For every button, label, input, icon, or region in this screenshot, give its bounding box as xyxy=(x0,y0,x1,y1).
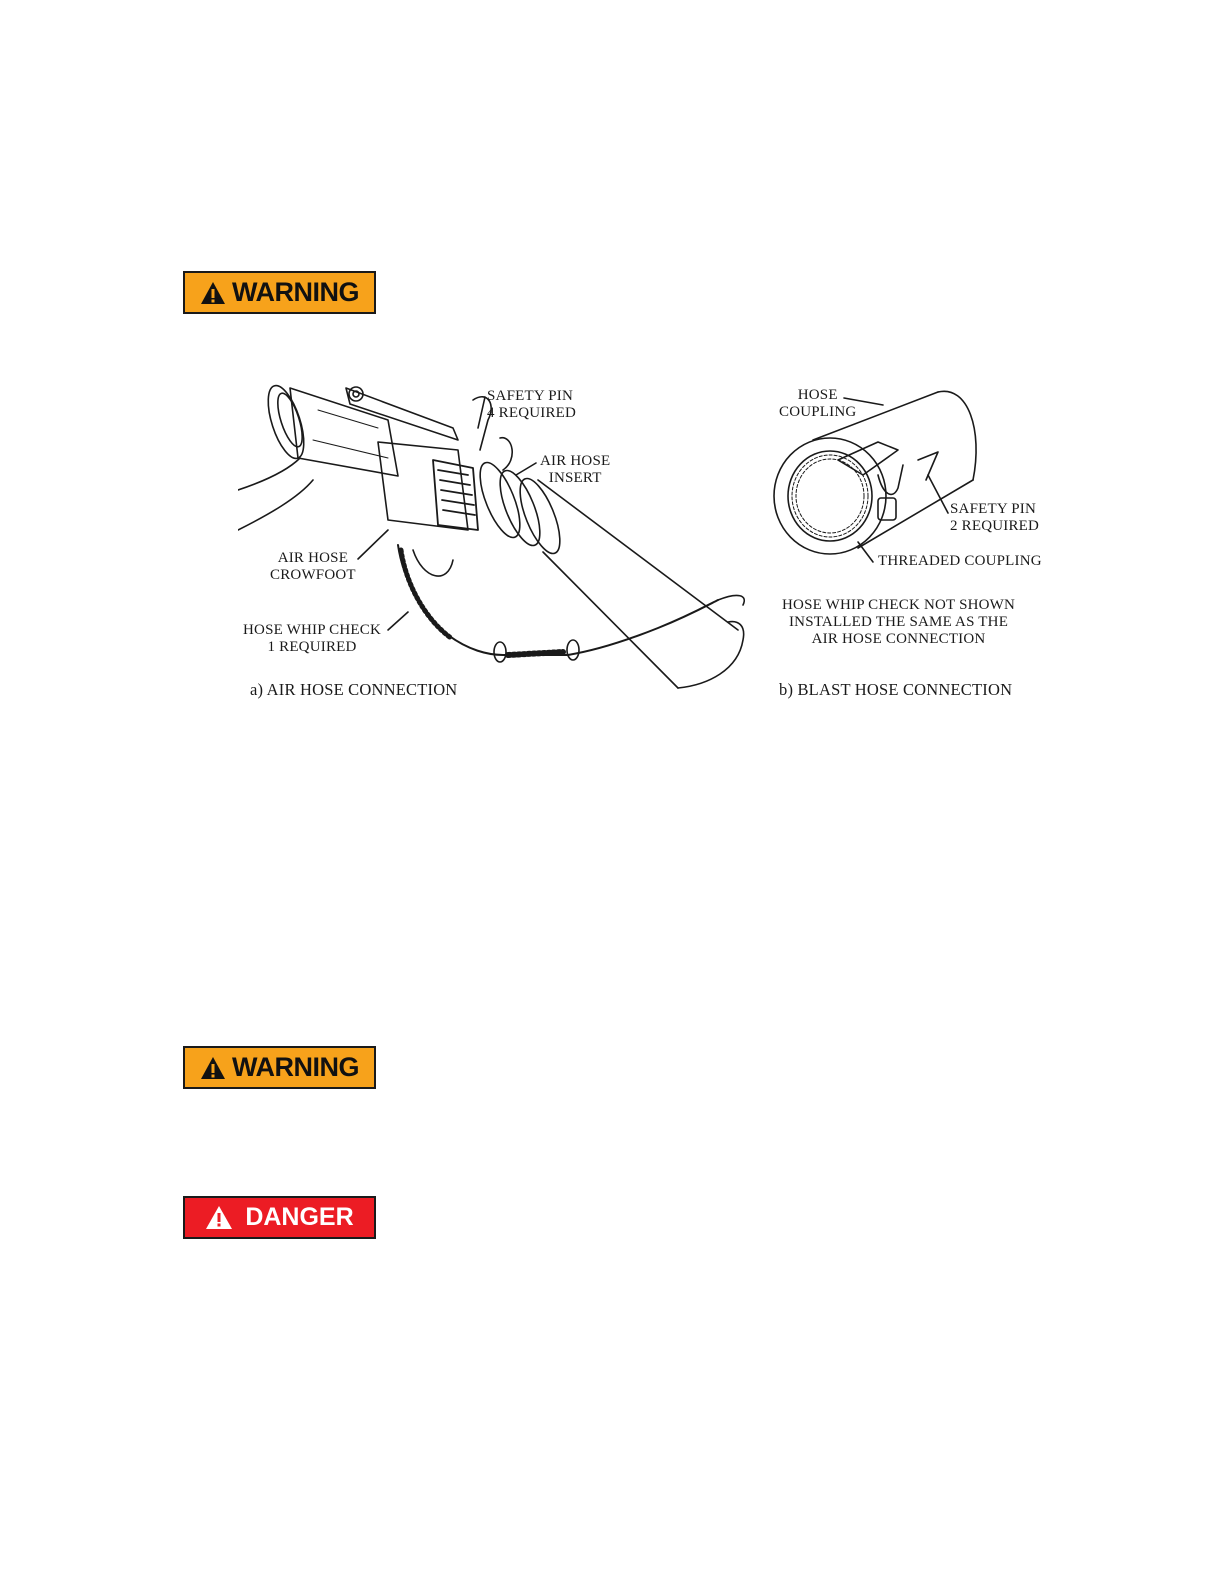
whip-check-note: HOSE WHIP CHECK NOT SHOWN INSTALLED THE SAME AS THE AIR HOSE CONNECTION xyxy=(782,597,1016,647)
danger-badge xyxy=(183,1196,376,1239)
hose-connection-figure xyxy=(238,380,1048,710)
hose-illustration xyxy=(238,380,1048,710)
warning-badge xyxy=(183,271,376,314)
danger-triangle-icon xyxy=(205,1205,233,1230)
air-hose-crowfoot-label: AIR HOSE CROWFOOT xyxy=(270,550,356,583)
warning-badge xyxy=(183,1046,376,1089)
blast-safety-pin-label: SAFETY PIN 2 REQUIRED xyxy=(950,501,1040,534)
hose-whip-check-label: HOSE WHIP CHECK 1 REQUIRED xyxy=(243,622,382,655)
danger-label: DANGER xyxy=(245,1203,354,1231)
warning-triangle-icon xyxy=(200,1056,226,1080)
blast-hose-caption: b) BLAST HOSE CONNECTION xyxy=(779,680,1013,699)
safety-pin-label: SAFETY PIN 4 REQUIRED xyxy=(487,388,577,421)
warning-label: WARNING xyxy=(232,277,359,307)
warning-label: WARNING xyxy=(232,1052,359,1082)
threaded-coupling-label: THREADED COUPLING xyxy=(878,553,1042,569)
hose-coupling-label: HOSE COUPLING xyxy=(779,387,857,420)
air-hose-caption: a) AIR HOSE CONNECTION xyxy=(250,680,458,699)
air-hose-insert-label: AIR HOSE INSERT xyxy=(540,453,611,486)
warning-triangle-icon xyxy=(200,281,226,305)
